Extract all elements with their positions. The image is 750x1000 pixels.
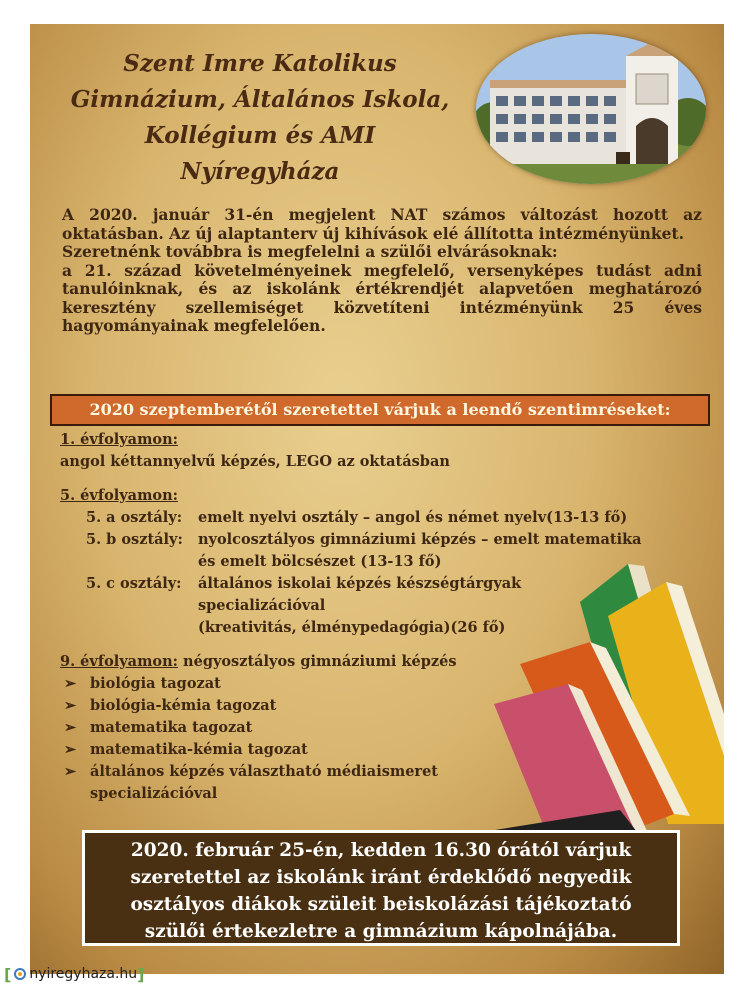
list-item	[60, 673, 680, 695]
list-item-line: általános képzés választható médiaismeret	[90, 763, 438, 780]
source-watermark	[4, 962, 144, 986]
class-row	[60, 573, 680, 639]
arrow-bullet-icon: ➢	[64, 763, 77, 780]
intro-paragraph: a 21. század követelményeinek megfelelő, versenyképes tudást adni tanulóinknak, és az iskolánk értékrendjét alapvetően meghatározó keresztény szellemiséget közvetíteni intézményünk 25 éves hagyományainak megfelelően.	[62, 260, 702, 335]
title-line: Gimnázium, Általános Iskola,	[70, 86, 450, 113]
arrow-bullet-icon: ➢	[64, 719, 77, 736]
title-line: Szent Imre Katolikus	[123, 50, 397, 77]
list-item-text: matematika-kémia tagozat	[90, 741, 308, 758]
watermark-text: nyiregyhaza.hu	[29, 966, 138, 982]
list-item	[60, 695, 680, 717]
class-description-line: és emelt bölcsészet (13-13 fő)	[198, 553, 442, 570]
list-item-text: matematika tagozat	[90, 719, 253, 736]
grade5-heading: 5. évfolyamon:	[60, 487, 178, 504]
intro-paragraph: Szeretnénk továbbra is megfelelni a szülői elvárásoknak:	[62, 242, 558, 261]
grade1-heading: 1. évfolyamon:	[60, 431, 178, 448]
school-building-image	[476, 34, 706, 184]
title-line: Nyíregyháza	[180, 158, 340, 185]
class-label: 5. a osztály:	[86, 509, 183, 526]
class-row	[60, 507, 680, 529]
poster	[30, 24, 724, 974]
arrow-bullet-icon: ➢	[64, 675, 77, 692]
class-description-line: (kreativitás, élménypedagógia)(26 fő)	[198, 619, 506, 636]
site-logo-icon	[13, 967, 27, 981]
grade9-heading: 9. évfolyamon:	[60, 653, 178, 670]
list-item-line: specializációval	[90, 785, 218, 802]
list-item-text	[90, 761, 438, 805]
class-label: 5. c osztály:	[86, 575, 182, 592]
notice-line: 2020. február 25-én, kedden 16.30 órától várjuk	[130, 840, 632, 861]
notice-line: szülői értekezletre a gimnázium kápolnájába.	[144, 921, 618, 942]
list-item-text: biológia tagozat	[90, 675, 221, 692]
notice-line: osztályos diákok szüleit beiskolázási tájékoztató	[130, 894, 632, 915]
programs-list	[60, 429, 680, 805]
grade1-text: angol kéttannyelvű képzés, LEGO az oktatásban	[60, 453, 450, 470]
class-description-line: emelt nyelvi osztály – angol és német nyelv(13-13 fő)	[198, 509, 628, 526]
intro-paragraph: A 2020. január 31-én megjelent NAT számos változást hozott az oktatásban. Az új alaptanterv új kihívások elé állította intézményünket.	[62, 205, 702, 243]
school-title	[60, 46, 460, 190]
class-description	[198, 529, 680, 573]
arrow-bullet-icon: ➢	[64, 697, 77, 714]
notice-line: szeretettel az iskolánk iránt érdeklődő negyedik	[130, 867, 632, 888]
list-item-text: biológia-kémia tagozat	[90, 697, 277, 714]
class-label: 5. b osztály:	[86, 531, 183, 548]
class-description-line: általános iskolai képzés készségtárgyak	[198, 575, 522, 592]
class-description	[198, 507, 680, 529]
admission-banner: 2020 szeptemberétől szeretettel várjuk a leendő szentimréseket:	[50, 394, 710, 426]
arrow-bullet-icon: ➢	[64, 741, 77, 758]
grade9-subtitle: négyosztályos gimnáziumi képzés	[183, 653, 457, 670]
watermark-bracket: [	[4, 964, 12, 984]
class-row	[60, 529, 680, 573]
class-description-line: specializációval	[198, 597, 326, 614]
title-line: Kollégium és AMI	[144, 122, 376, 149]
list-item	[60, 761, 680, 805]
school-building-photo	[476, 34, 706, 184]
list-item	[60, 717, 680, 739]
parent-meeting-notice	[82, 830, 680, 946]
intro-text	[62, 206, 702, 336]
class-description	[198, 573, 680, 639]
watermark-bracket: ]	[137, 964, 145, 984]
class-description-line: nyolcosztályos gimnáziumi képzés – emelt matematika	[198, 531, 642, 548]
grade9-header	[60, 651, 680, 673]
list-item	[60, 739, 680, 761]
